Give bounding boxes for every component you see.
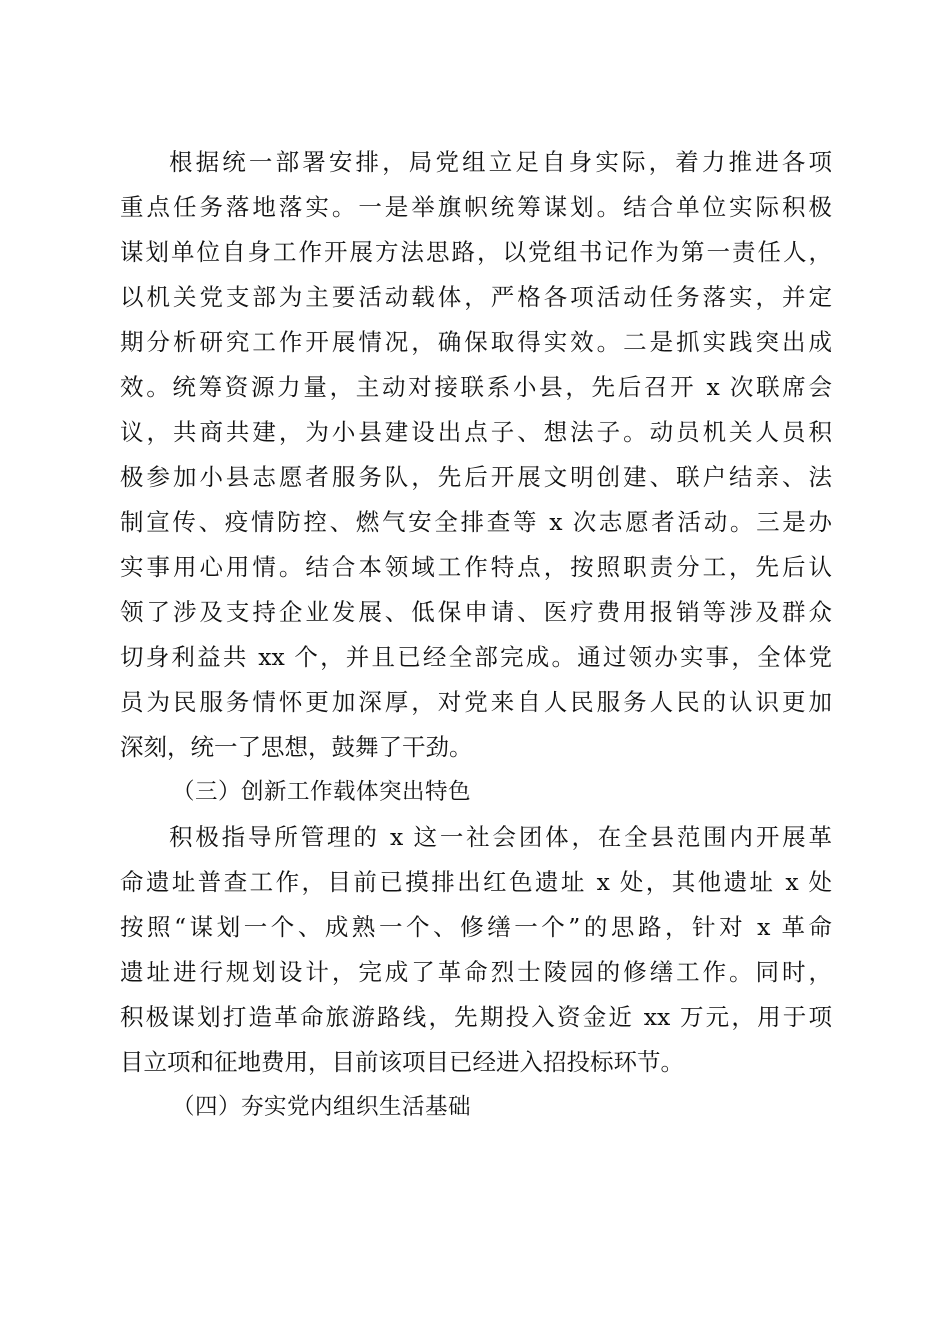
text-line: 实事用心用情。结合本领域工作特点，按照职责分工，先后认 xyxy=(120,553,832,581)
text-line: 积极谋划打造革命旅游路线，先期投入资金近 xx 万元，用于项 xyxy=(120,1003,832,1031)
section-heading: （四）夯实党内组织生活基础 xyxy=(172,1094,472,1120)
body-paragraph xyxy=(120,815,832,1085)
text-line: 命遗址普查工作，目前已摸排出红色遗址 x 处，其他遗址 x 处 xyxy=(120,868,832,896)
text-line: 制宣传、疫情防控、燃气安全排查等 x 次志愿者活动。三是办 xyxy=(120,508,832,536)
text-line: 按照“谋划一个、成熟一个、修缮一个”的思路，针对 x 革命 xyxy=(120,913,832,941)
document-page xyxy=(120,140,832,1130)
text-line: 领了涉及支持企业发展、低保申请、医疗费用报销等涉及群众 xyxy=(120,598,832,626)
text-line: 积极指导所管理的 x 这一社会团体，在全县范围内开展革 xyxy=(169,823,832,851)
text-line: 目立项和征地费用，目前该项目已经进入招投标环节。 xyxy=(120,1048,684,1076)
text-line: 遗址进行规划设计，完成了革命烈士陵园的修缮工作。同时， xyxy=(120,958,832,986)
text-line: 效。统筹资源力量，主动对接联系小县，先后召开 x 次联席会 xyxy=(120,373,832,401)
text-line: 重点任务落地落实。一是举旗帜统筹谋划。结合单位实际积极 xyxy=(120,193,832,221)
text-line: 以机关党支部为主要活动载体，严格各项活动任务落实，并定 xyxy=(120,283,832,311)
body-paragraph xyxy=(120,140,832,770)
text-line: 期分析研究工作开展情况，确保取得实效。二是抓实践突出成 xyxy=(120,328,832,356)
text-line: 根据统一部署安排，局党组立足自身实际，着力推进各项 xyxy=(169,148,832,176)
text-line: 谋划单位自身工作开展方法思路，以党组书记作为第一责任人， xyxy=(120,238,832,266)
text-line: 深刻，统一了思想，鼓舞了干劲。 xyxy=(120,733,473,761)
section-heading: （三）创新工作载体突出特色 xyxy=(172,779,472,805)
text-line: 切身利益共 xx 个，并且已经全部完成。通过领办实事，全体党 xyxy=(120,643,832,671)
text-line: 议，共商共建，为小县建设出点子、想法子。动员机关人员积 xyxy=(120,418,832,446)
text-line: 极参加小县志愿者服务队，先后开展文明创建、联户结亲、法 xyxy=(120,463,832,491)
text-line: 员为民服务情怀更加深厚，对党来自人民服务人民的认识更加 xyxy=(120,688,832,716)
